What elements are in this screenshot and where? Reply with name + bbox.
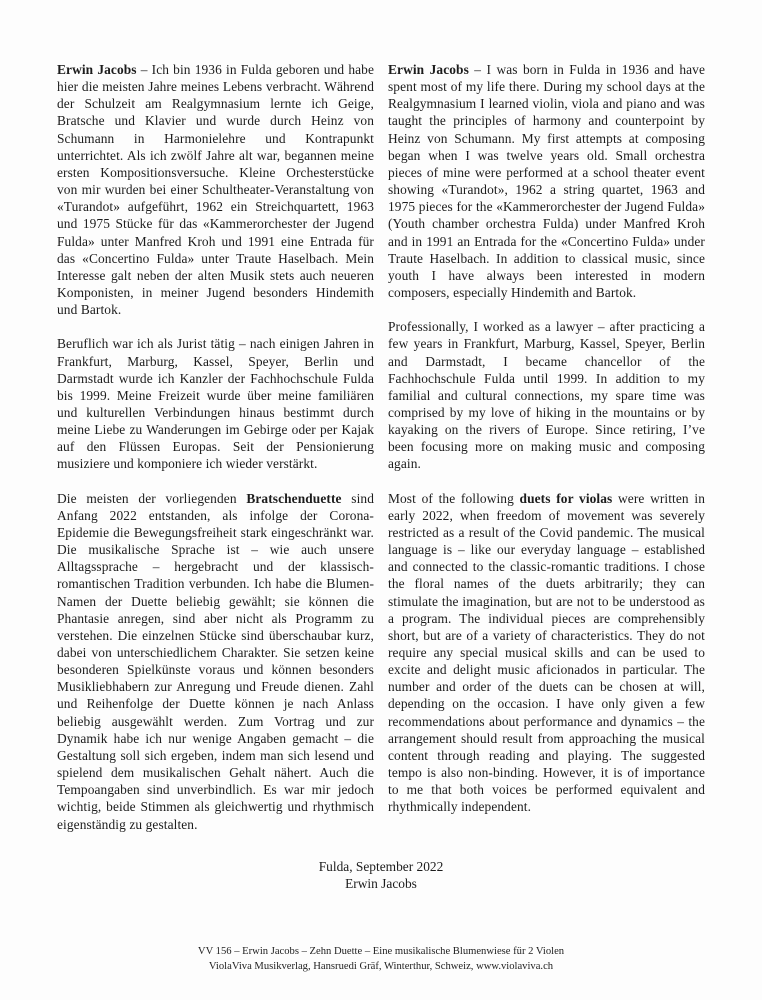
career-text-en: Professionally, I worked as a lawyer – after practicing a few years in Frankfurt, Marburg, Kassel, Speyer, Berlin and Darmstadt, I became chancellor of the Fachhochschule Fulda until 1999. In addition to my familial and cultural connections, my spare time was comprised by my love of hiking in the mountains or by kayaking on the rivers of Europe. Since retiring, I’ve been focusing more on making music and composing again. xyxy=(388,319,705,472)
duets-keyword-de: Bratschenduette xyxy=(246,490,342,506)
page-footer xyxy=(0,944,762,974)
duets-before-de: Die meisten der vorliegenden xyxy=(57,490,247,506)
signature-place-date: Fulda, September 2022 xyxy=(318,858,444,874)
german-column xyxy=(57,61,374,833)
paragraph-bio-de xyxy=(57,61,374,318)
english-column xyxy=(388,61,705,833)
duets-after-de: sind Anfang 2022 entstanden, als infolge der Corona-Epidemie die Bewegungsfreiheit stark eingeschränkt war. Die musikalische Sprache ist – wie auch unsere Alltagssprache – hergebracht und der klassisch-romantischen Tradition verbunden. Ich habe die Blumen-Namen der Duette beliebig gewählt; sie können die Phantasie anregen, sind aber nicht als Programm zu verstehen. Die einzelnen Stücke sind überschaubar kurz, dabei von unterschiedlichem Charakter. Sie setzen keine besonderen Spielkünste voraus und können besonders Musikliebhabern zur Anregung und Freude dienen. Zahl und Reihenfolge der Duette können je nach Anlass beliebig ausgewählt werden. Zum Vortrag und zur Dynamik habe ich nur wenige Angaben gemacht – die Gestaltung soll sich ergeben, indem man sich lesend und spielend dem musikalischen Gehalt nähert. Auch die Tempoangaben sind unverbindlich. Es war mir jedoch wichtig, beide Stimmen als gleichwertig und rhythmisch eigenständig zu gestalten. xyxy=(57,490,374,832)
paragraph-duets-de xyxy=(57,490,374,833)
bio-text-en: – I was born in Fulda in 1936 and have spent most of my life there. During my school days at the Realgymnasium I learned violin, viola and piano and was taught the principles of harmony and counterpoint by Heinz von Schumann. My first attempts at composing began when I was twelve years old. Small orchestra pieces of mine were performed at a school theater event showing «Turandot», 1962 a string quartet, 1963 and 1975 pieces for the «Kammerorchester der Jugend Fulda» (Youth chamber orchestra Fulda) under Manfred Kroh and in 1991 an Entrada for the «Concertino Fulda» under Traute Haselbach. In addition to classical music, since youth I have always been interested in modern composers, especially Hindemith and Bartok. xyxy=(388,62,705,301)
paragraph-bio-en xyxy=(388,61,705,301)
paragraph-career-de xyxy=(57,335,374,472)
paragraph-career-en xyxy=(388,318,705,472)
career-text-de: Beruflich war ich als Jurist tätig – nach einigen Jahren in Frankfurt, Marburg, Kassel, Speyer, Berlin und Darmstadt wurde ich Kanzler der Fachhochschule Fulda bis 1999. Meine Freizeit wurde über meine familiären und kulturellen Verbindungen hinaus bestimmt durch meine Liebe zu Wanderungen im Gebirge oder per Kajak auf den Flüssen Europas. Seit der Pensionierung musiziere und komponiere ich wieder verstärkt. xyxy=(57,336,374,472)
paragraph-duets-en xyxy=(388,490,705,816)
footer-catalog-line: VV 156 – Erwin Jacobs – Zehn Duette – Eine musikalische Blumenwiese für 2 Violen xyxy=(197,946,565,957)
duets-keyword-en: duets for violas xyxy=(519,490,613,506)
duets-after-en: were written in early 2022, when freedom of movement was severely restricted as a result of the Covid pandemic. The musical language is – like our everyday language – established and connected to the classic-romantic traditions. I chose the floral names of the duets arbitrarily; they can stimulate the imagination, but are not to be understood as a program. The individual pieces are comprehensibly short, but are of a variety of characteristics. They do not require any special musical skills and can be used to excite and delight music aficionados in particular. The number and order of the duets can be chosen at will, depending on the occasion. I have only given a few recommendations about performance and dynamics – the arrangement should result from approaching the musical content through reading and playing. The suggested tempo is also non-binding. However, it is of importance to me that both voices be performed equivalent and rhythmically independent. xyxy=(388,490,705,815)
author-name-bold: Erwin Jacobs xyxy=(57,62,137,77)
author-name-bold: Erwin Jacobs xyxy=(388,62,469,77)
signature-block xyxy=(0,858,762,893)
duets-before-en: Most of the following xyxy=(388,490,520,506)
footer-publisher-line: ViolaViva Musikverlag, Hansruedi Gräf, Winterthur, Schweiz, www.violaviva.ch xyxy=(208,961,554,972)
signature-name: Erwin Jacobs xyxy=(345,876,417,892)
bio-text-de: – Ich bin 1936 in Fulda geboren und habe hier die meisten Jahre meines Lebens verbracht. Während der Schulzeit am Realgymnasium lernte ich Geige, Bratsche und Klavier und wurde durch Heinz von Schumann in Harmonielehre und Kontrapunkt unterrichtet. Als ich zwölf Jahre alt war, begannen meine ersten Kompositionsversuche. Kleine Orchesterstücke von mir wurden bei einer Schultheater-Veranstaltung von «Turandot» aufgeführt, 1962 ein Streichquartett, 1963 und 1975 Stücke für das «Kammerorchester der Jugend Fulda» unter Manfred Kroh und 1991 eine Entrada für das «Concertino Fulda» unter Traute Haselbach. Mein Interesse galt neben der alten Musik stets auch neueren Komponisten, in meiner Jugend besonders Hindemith und Bartok. xyxy=(57,62,374,318)
